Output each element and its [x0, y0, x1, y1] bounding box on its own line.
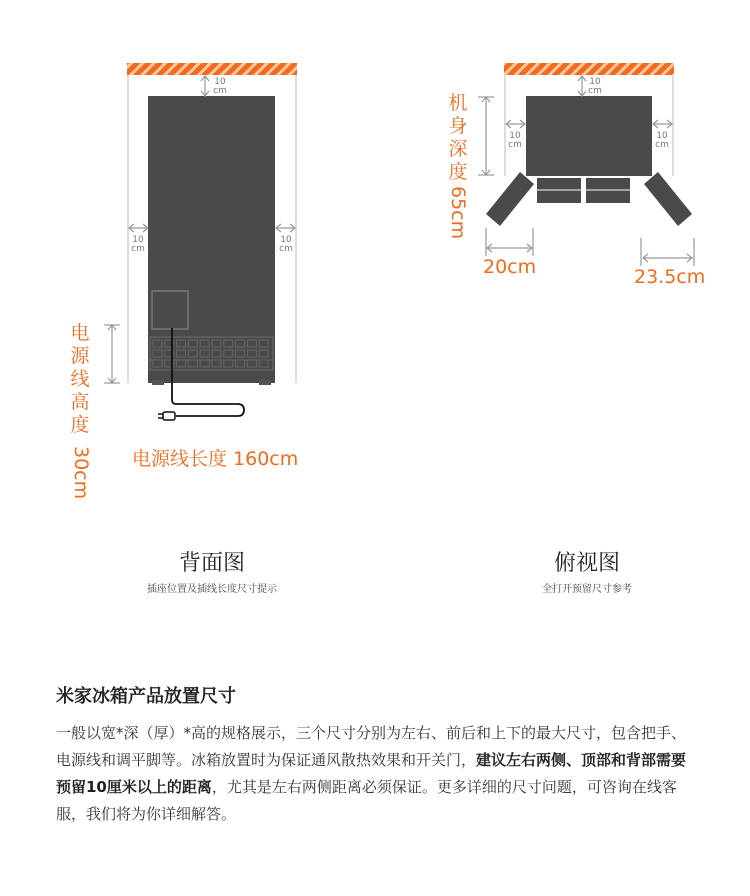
back-left-gap-label: 10 cm [131, 235, 145, 254]
back-right-arrow [276, 224, 295, 232]
description-text-part1: 一般以宽*深（厚）*高的规格展示，三个尺寸分别为左右、前后和上下的最大尺寸，包含把手、电源线和调平脚等。冰箱放置时为保证通风散热效果和开关门， [56, 724, 687, 769]
power-height-value: 30cm [70, 446, 92, 500]
power-plug-icon [158, 412, 175, 420]
back-left-arrow [129, 224, 148, 232]
top-left-gap-label: 10 cm [508, 131, 522, 150]
top-left-door [486, 172, 534, 226]
back-view-title: 背面图 [178, 551, 245, 576]
back-top-arrow [201, 76, 209, 96]
power-height-label: 电源线高度 [70, 322, 90, 436]
depth-value: 65cm [447, 186, 469, 240]
right-door-gap-label: 23.5cm [634, 266, 706, 288]
back-wall-hatch [127, 63, 297, 75]
top-view-subtitle: 全打开预留尺寸参考 [542, 584, 632, 595]
description-title: 米家冰箱产品放置尺寸 [56, 686, 236, 707]
depth-label: 机身深度 [448, 92, 468, 183]
back-top-gap-label: 10 cm [213, 77, 227, 96]
back-right-gap-label: 10 cm [279, 235, 293, 254]
top-view-diagram [430, 0, 730, 300]
top-fridge-body [526, 96, 652, 176]
top-view-title: 俯视图 [553, 551, 620, 576]
description-text-bold: 建议左右两侧、顶部和背部需要预留10厘米以上的距离 [56, 751, 687, 796]
description-text-part2: ，尤其是左右两侧距离必须保证。更多详细的尺寸问题，可咨询在线客服，我们将为你详细解答。 [56, 778, 677, 823]
description-text [56, 720, 696, 828]
top-top-gap-label: 10 cm [588, 77, 602, 96]
back-view-diagram [0, 0, 375, 520]
left-door-gap-label: 20cm [483, 256, 537, 278]
power-height-arrow [104, 325, 120, 383]
cord-length-label: 电源线长度 160cm [132, 448, 299, 470]
top-right-door [644, 172, 692, 226]
back-view-subtitle: 插座位置及插线长度尺寸提示 [147, 584, 277, 595]
top-wall-hatch [504, 63, 674, 75]
top-right-gap-label: 10 cm [655, 131, 669, 150]
